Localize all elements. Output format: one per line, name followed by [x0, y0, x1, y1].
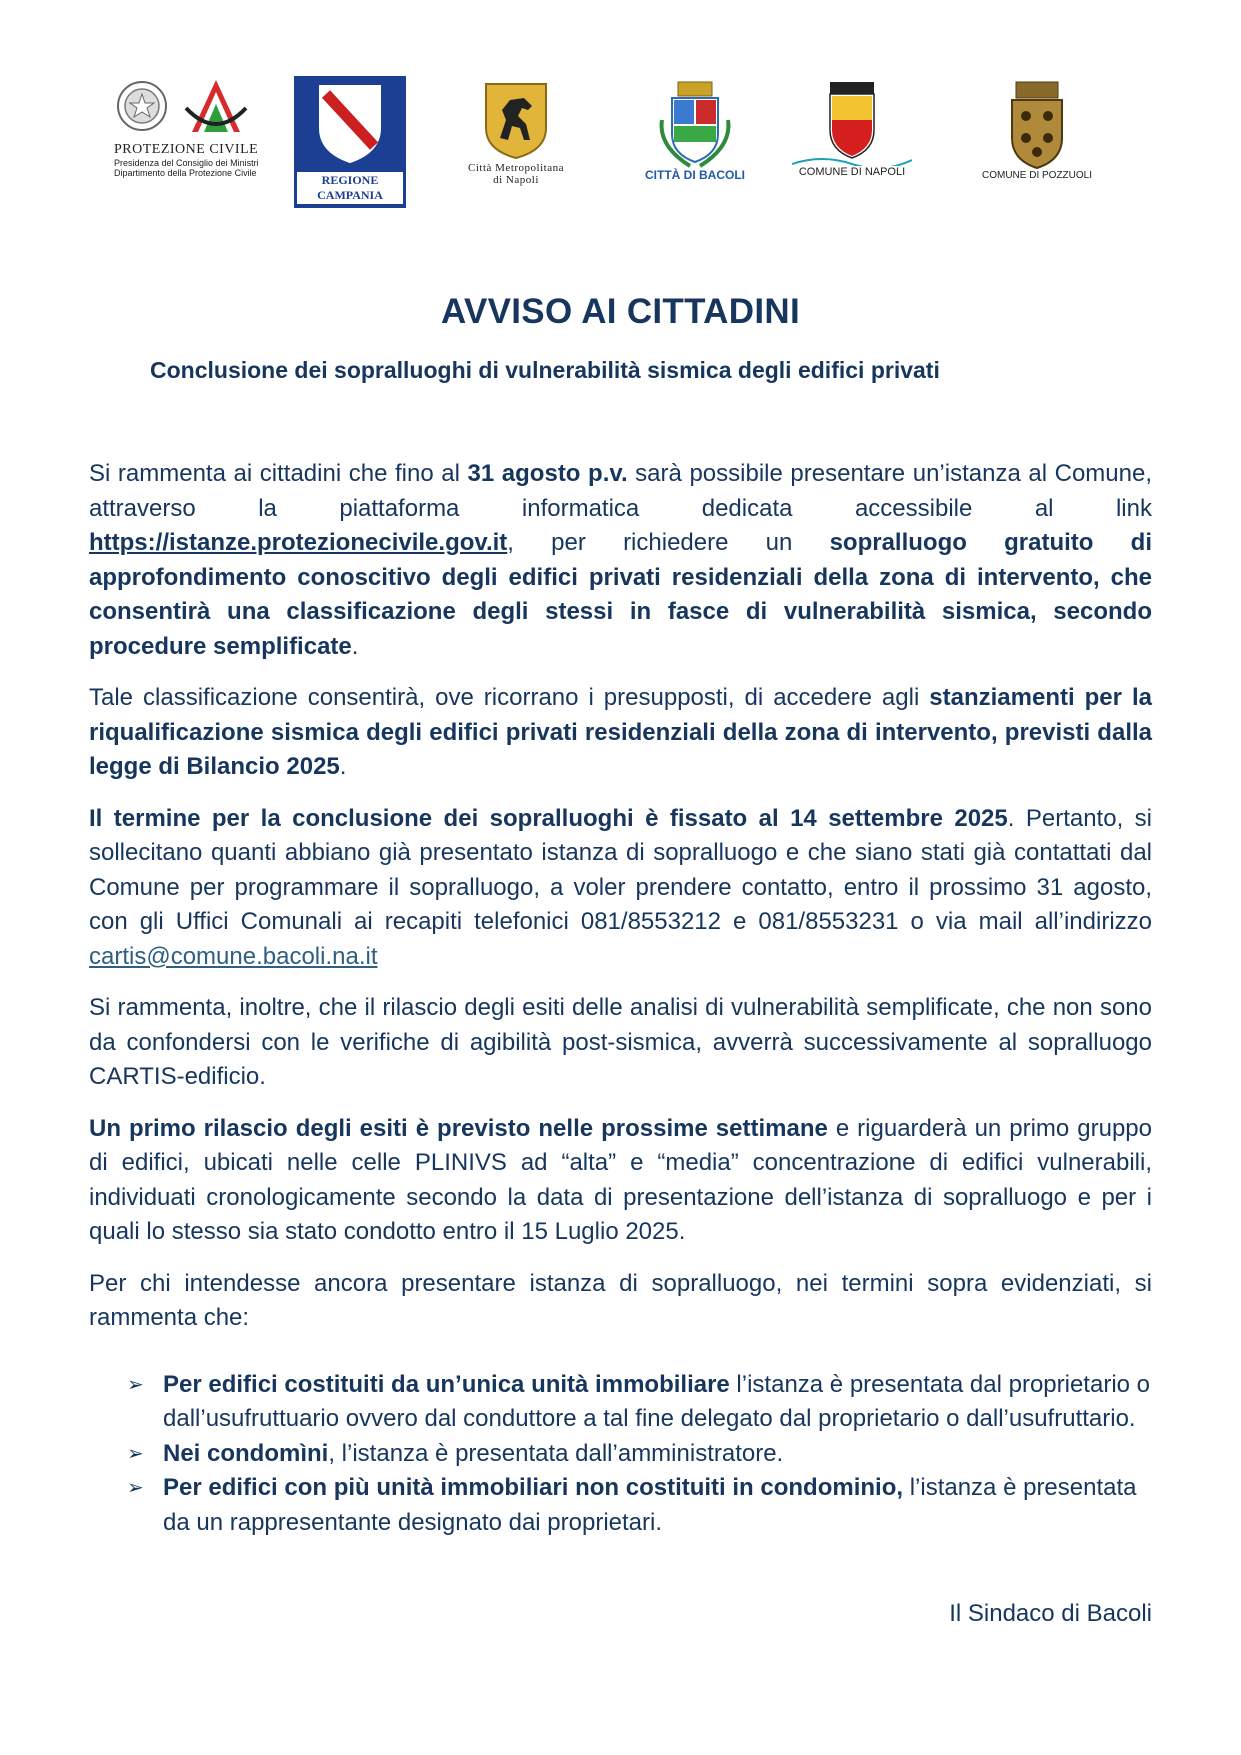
- p1-text-2: sarà possibile presentare un’istanza al Comune, attraverso la piattaforma informatica dedicata accessibile al link: [89, 460, 1152, 522]
- bullet-2-bold: Nei condomìni: [163, 1439, 329, 1467]
- list-item: [89, 1368, 1152, 1437]
- paragraph-6: Per chi intendesse ancora presentare istanza di sopralluogo, nei termini sopra evidenziati, si rammenta che:: [89, 1269, 1152, 1331]
- bullet-3-bold: Per edifici con più unità immobiliari non costituiti in condominio,: [163, 1474, 904, 1501]
- signature: Il Sindaco di Bacoli: [949, 1600, 1152, 1627]
- citta-metropolitana-line1: Città Metropolitana: [468, 162, 564, 174]
- bullet-1-text: l’istanza è presentata dal proprietario o dall’usufruttuario ovvero dal conduttore a tal fine delegato dal proprietario o dall’usufruttario.: [163, 1370, 1151, 1432]
- notice-subtitle: Conclusione dei sopralluoghi di vulnerabilità sismica degli edifici privati: [150, 357, 940, 383]
- citta-di-bacoli-logo: [640, 80, 750, 182]
- p1-deadline: 31 agosto p.v.: [467, 460, 628, 487]
- bullet-3-text: l’istanza è presentata da un rappresentante designato dai proprietari.: [163, 1474, 1137, 1536]
- p1-highlight: sopralluogo gratuito di approfondimento conoscitivo degli edifici privati residenziali della zona di intervento, che consentirà una classificazione degli stessi in fasce di vulnerabilità sismica, secondo procedure semplificate: [89, 529, 1152, 660]
- regione-campania-name: REGIONE CAMPANIA: [297, 172, 403, 204]
- p2-text-2: .: [339, 753, 347, 780]
- arrow-bullet-icon: ➢: [127, 1442, 144, 1465]
- regione-campania-shield-icon: [294, 76, 406, 170]
- p5-highlight: Un primo rilascio degli esiti è previsto nelle prossime settimane: [89, 1114, 828, 1142]
- list-item: [89, 1437, 1152, 1472]
- protezione-civile-logo: [114, 68, 264, 178]
- paragraph-1: [89, 457, 1152, 664]
- list-item: [89, 1471, 1152, 1540]
- protezione-civile-emblem-icon: [114, 68, 264, 140]
- rules-list: [89, 1368, 1152, 1541]
- bacoli-crest-icon: [640, 80, 750, 168]
- p1-text-4: .: [351, 632, 359, 660]
- istanze-link[interactable]: https://istanze.protezionecivile.gov.it: [89, 529, 508, 556]
- bullet-2-text: , l’istanza è presentata dall’amministratore.: [328, 1439, 784, 1467]
- arrow-bullet-icon: ➢: [127, 1373, 144, 1396]
- comune-di-napoli-logo: [792, 80, 912, 178]
- protezione-civile-line3: Dipartimento della Protezione Civile: [114, 168, 257, 178]
- bullet-1-bold: Per edifici costituiti da un’unica unità immobiliare: [163, 1370, 730, 1398]
- logo-bar: [110, 68, 1110, 208]
- paragraph-4: Si rammenta, inoltre, che il rilascio degli esiti delle analisi di vulnerabilità semplificate, che non sono da confondersi con le verifiche di agibilità post-sismica, avverrà successivamente al sopralluogo CARTIS-edificio.: [89, 994, 1152, 1090]
- p5-text-1: e riguarderà un primo gruppo di edifici, ubicati nelle celle PLINIVS ad “alta” e “media” concentrazione di edifici vulnerabili, individuati cronologicamente secondo la data di presentazione dell’istanza di sopralluogo e per i quali lo stesso sia stato condotto entro il 15 Luglio 2025.: [89, 1114, 1152, 1245]
- p3-highlight: Il termine per la conclusione dei sopralluoghi è fissato al 14 settembre 2025: [89, 804, 1008, 832]
- regione-campania-label-box: [294, 170, 406, 208]
- regione-campania-logo: [294, 76, 406, 208]
- protezione-civile-name: PROTEZIONE CIVILE: [114, 142, 259, 157]
- citta-di-bacoli-name: CITTÀ DI BACOLI: [645, 168, 745, 182]
- napoli-shield-icon: [792, 80, 912, 166]
- paragraph-2: [89, 681, 1152, 785]
- p1-text-1: Si rammenta ai cittadini che fino al: [89, 460, 468, 487]
- paragraph-3: [89, 802, 1152, 975]
- notice-title: AVVISO AI CITTADINI: [441, 292, 800, 331]
- horse-shield-icon: [452, 80, 580, 160]
- comune-di-napoli-name: COMUNE DI NAPOLI: [798, 166, 906, 178]
- pozzuoli-crest-icon: [982, 80, 1092, 170]
- citta-metropolitana-logo: [452, 80, 580, 186]
- p1-text-3: , per richiedere un: [507, 529, 830, 556]
- comune-di-pozzuoli-logo: [982, 80, 1092, 181]
- notice-body: [89, 457, 1152, 1540]
- citta-metropolitana-line2: di Napoli: [493, 174, 539, 186]
- p3-text-1: . Pertanto, si sollecitano quanti abbiano già presentato istanza di sopralluogo e che siano stati già contattati dal Comune per programmare il sopralluogo, a voler prendere contatto, entro il prossimo 31 agosto, con gli Uffici Comunali ai recapiti telefonici 081/8553212 e 081/8553231 o via mail all’indirizzo: [89, 804, 1152, 935]
- p2-text-1: Tale classificazione consentirà, ove ricorrano i presupposti, di accedere agli: [89, 684, 930, 711]
- paragraph-5: [89, 1112, 1152, 1250]
- arrow-bullet-icon: ➢: [127, 1477, 144, 1499]
- comune-di-pozzuoli-name: COMUNE DI POZZUOLI: [982, 170, 1093, 181]
- p2-highlight: stanziamenti per la riqualificazione sismica degli edifici privati residenziali della zona di intervento, previsti dalla legge di Bilancio 2025: [89, 684, 1152, 780]
- protezione-civile-line2: Presidenza del Consiglio dei Ministri: [114, 158, 259, 168]
- email-link[interactable]: cartis@comune.bacoli.na.it: [89, 942, 378, 970]
